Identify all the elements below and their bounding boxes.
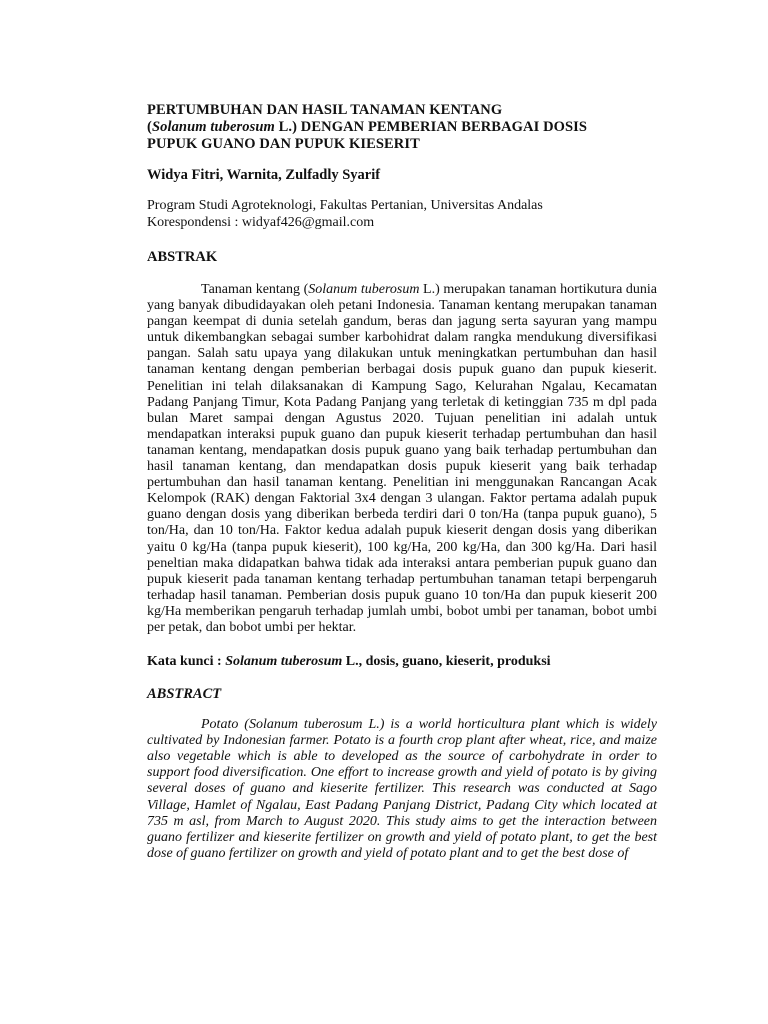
authors: Widya Fitri, Warnita, Zulfadly Syarif: [147, 167, 381, 183]
keywords: Kata kunci : Solanum tuberosum L., dosis, guano, kieserit, produksi: [147, 654, 551, 670]
title-line-1: PERTUMBUHAN DAN HASIL TANAMAN KENTANG: [147, 102, 503, 118]
title-line-2: (Solanum tuberosum L.) DENGAN PEMBERIAN BERBAGAI DOSIS: [147, 119, 588, 135]
title-line-3: PUPUK GUANO DAN PUPUK KIESERIT: [147, 136, 420, 152]
abstract-heading: ABSTRACT: [147, 686, 222, 703]
paper-content: [147, 102, 657, 862]
abstrak-heading: ABSTRAK: [147, 249, 218, 265]
paper-title: [147, 102, 657, 153]
affiliation-line: Program Studi Agroteknologi, Fakultas Pertanian, Universitas Andalas: [147, 198, 543, 213]
title-species-name: Solanum tuberosum: [151, 119, 275, 135]
abstrak-species-name: Solanum tuberosum: [308, 282, 420, 297]
correspondence-line: Korespondensi : widyaf426@gmail.com: [147, 215, 375, 230]
keywords-species-name: Solanum tuberosum: [225, 654, 343, 670]
abstrak-body: Tanaman kentang (Solanum tuberosum L.) merupakan tanaman hortikutura dunia yang banyak dibudidayakan oleh petani Indonesia. Tanaman kentang merupakan tanaman pangan keempat di dunia setelah gandum, beras dan jagung serta sayuran yang mampu untuk dikembangkan sebagai sumber karbohidrat dalam rangka mendukung diversifikasi pangan. Salah satu upaya yang dilakukan untuk meningkatkan pertumbuhan dan hasil tanaman kentang dengan pemberian berbagai dosis pupuk guano dan pupuk kieserit. Penelitian ini telah dilaksanakan di Kampung Sago, Kelurahan Ngalau, Kecamatan Padang Panjang Timur, Kota Padang Panjang yang terletak di ketinggian 735 m dpl pada bulan Maret sampai dengan Agustus 2020. Tujuan penelitian ini adalah untuk mendapatkan interaksi pupuk guano dan pupuk kieserit terhadap pertumbuhan dan hasil tanaman kentang, mendapatkan dosis pupuk guano yang baik terhadap pertumbuhan dan hasil tanaman kentang, dan mendapatkan dosis pupuk kieserit yang baik terhadap pertumbuhan dan hasil tanaman kentang. Penelitian ini menggunakan Rancangan Acak Kelompok (RAK) dengan Faktorial 3x4 dengan 3 ulangan. Faktor pertama adalah pupuk guano dengan dosis yang diberikan berbeda terdiri dari 0 ton/Ha (tanpa pupuk guano), 5 ton/Ha, dan 10 ton/Ha. Faktor kedua adalah pupuk kieserit dengan dosis yang diberikan yaitu 0 kg/Ha (tanpa pupuk kieserit), 100 kg/Ha, 200 kg/Ha, dan 300 kg/Ha. Dari hasil peneltian maka didapatkan bahwa tidak ada interaksi antara pemberian pupuk guano dan pupuk kieserit pada tanaman kentang terhadap pertumbuhan tanaman tetapi berpengaruh terhadap hasil tanaman. Pemberian dosis pupuk guano 10 ton/Ha dan pupuk kieserit 200 kg/Ha memberikan pengaruh terhadap jumlah umbi, bobot umbi per tanaman, bobot umbi per petak, dan bobot umbi per hektar.: [147, 282, 658, 635]
affiliation: [147, 197, 657, 231]
abstract-body: Potato (Solanum tuberosum L.) is a world horticultura plant which is widely cultivated by Indonesian farmer. Potato is a fourth crop plant after wheat, rice, and maize also vegetable which is able to developed as the source of carbohydrate in order to support food diversification. One effort to increase growth and yield of potato is by giving several doses of guano and kieserite fertilizer. This research was conducted at Sago Village, Hamlet of Ngalau, East Padang Panjang District, Padang City which located at 735 m asl, from March to August 2020. This study aims to get the interaction between guano fertilizer and kieserite fertilizer on growth and yield of potato plant, to get the best dose of guano fertilizer on growth and yield of potato plant and to get the best dose of: [147, 717, 657, 861]
